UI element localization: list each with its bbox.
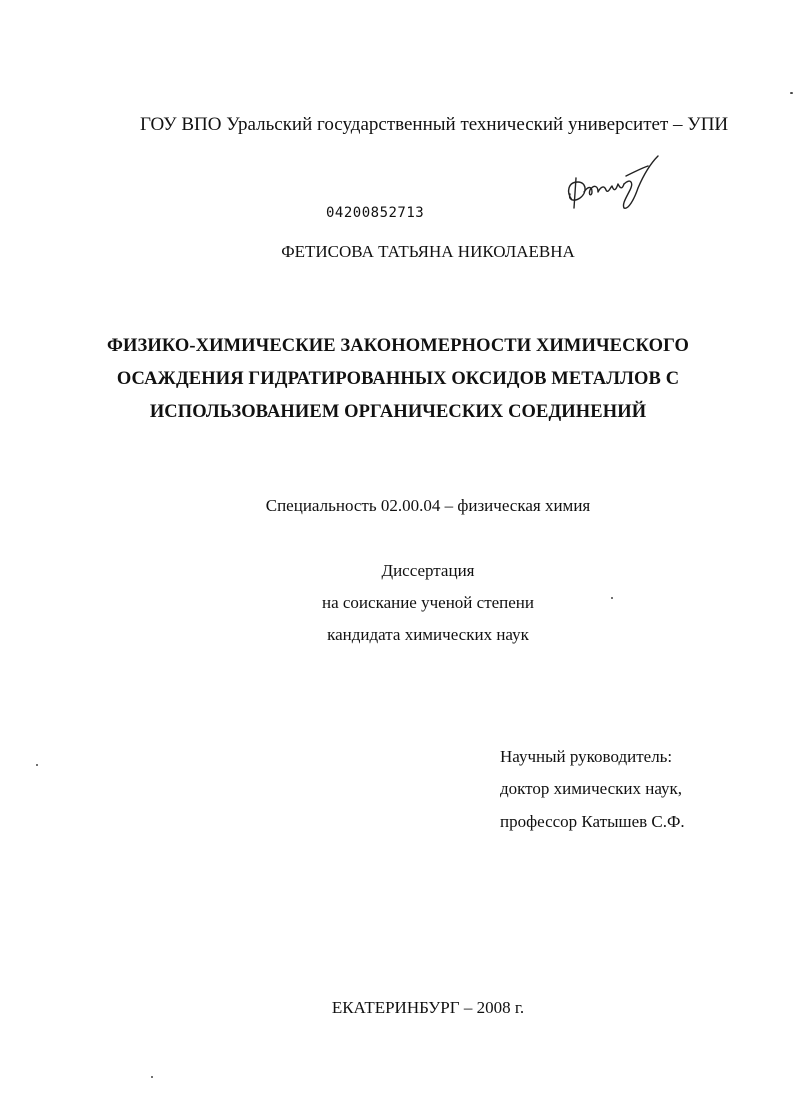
university-header: ГОУ ВПО Уральский государственный технический университет – УПИ bbox=[140, 114, 729, 135]
dissertation-title-line: ОСАЖДЕНИЯ ГИДРАТИРОВАННЫХ ОКСИДОВ МЕТАЛЛОВ С bbox=[116, 369, 680, 389]
specialty: Специальность 02.00.04 – физическая химия bbox=[265, 496, 591, 515]
scan-speck bbox=[36, 764, 38, 766]
degree-line: кандидата химических наук bbox=[327, 625, 529, 644]
author-name: ФЕТИСОВА ТАТЬЯНА НИКОЛАЕВНА bbox=[281, 242, 575, 261]
dissertation-title-line: ИСПОЛЬЗОВАНИЕМ ОРГАНИЧЕСКИХ СОЕДИНЕНИЙ bbox=[149, 402, 647, 422]
scan-speck bbox=[611, 597, 613, 599]
degree-line: Диссертация bbox=[381, 561, 475, 580]
scan-speck bbox=[790, 92, 793, 94]
scan-speck bbox=[151, 1076, 153, 1078]
degree-line: на соискание ученой степени bbox=[321, 593, 535, 612]
archive-number: 04200852713 bbox=[326, 205, 425, 221]
supervisor-line: профессор Катышев С.Ф. bbox=[500, 812, 685, 831]
supervisor-line: доктор химических наук, bbox=[500, 779, 683, 798]
dissertation-title-line: ФИЗИКО-ХИМИЧЕСКИЕ ЗАКОНОМЕРНОСТИ ХИМИЧЕСКОГО bbox=[107, 336, 689, 356]
handwritten-signature bbox=[560, 148, 670, 218]
place-and-year: ЕКАТЕРИНБУРГ – 2008 г. bbox=[331, 998, 525, 1017]
supervisor-line: Научный руководитель: bbox=[500, 747, 673, 766]
